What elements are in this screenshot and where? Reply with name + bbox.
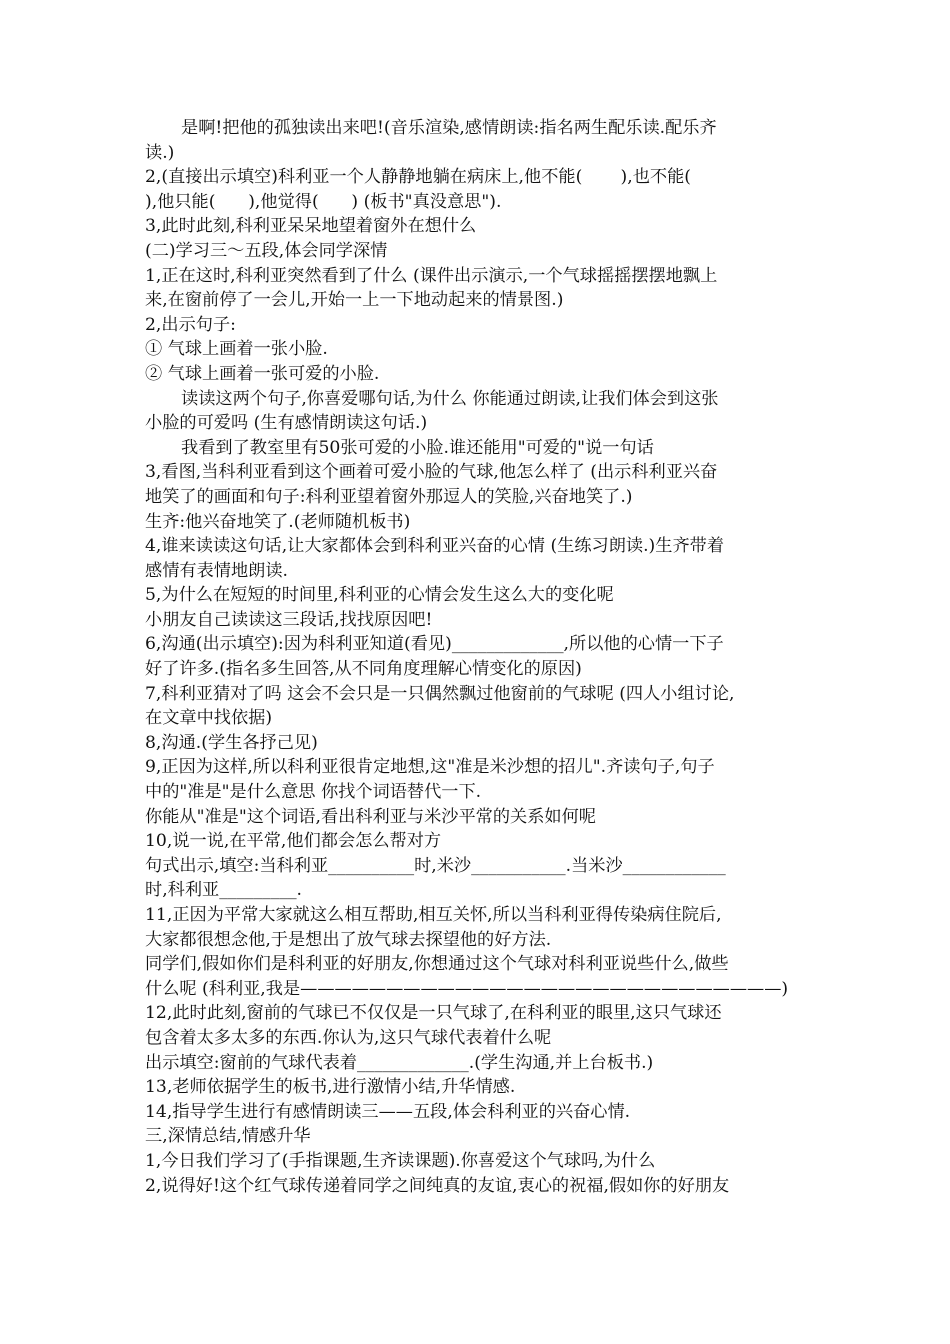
text-line: 我看到了教室里有50张可爱的小脸.谁还能用"可爱的"说一句话 [181,437,654,458]
text-line: 1,今日我们学习了(手指课题,生齐读课题).你喜爱这个气球吗,为什么 [145,1150,656,1171]
text-line: 中的"准是"是什么意思 你找个词语替代一下. [145,782,482,803]
text-line: ),他只能( ),他觉得( ) (板书"真没意思"). [145,191,502,212]
text-line: 11,正因为平常大家就这么相互帮助,相互关怀,所以当科利亚得传染病住院后, [145,905,722,925]
text-line: 13,老师依据学生的板书,进行激情小结,升华情感. [145,1077,516,1098]
document-body [145,116,810,1198]
text-line: 8,沟通.(学生各抒己见) [145,732,318,753]
text-line: 5,为什么在短短的时间里,科利亚的心情会发生这么大的变化呢 [145,585,614,606]
text-line: 3,此时此刻,科利亚呆呆地望着窗外在想什么 [145,216,477,237]
text-line: 4,谁来读读这句话,让大家都体会到科利亚兴奋的心情 (生练习朗读.)生齐带着 [145,536,725,557]
text-line: 1,正在这时,科利亚突然看到了什么 (课件出示演示,一个气球摇摇摆摆地飘上 [145,265,718,286]
text-line: 读.) [145,142,175,163]
text-line: 三,深情总结,情感升华 [145,1126,311,1147]
text-line: 大家都很想念他,于是想出了放气球去探望他的好方法. [145,929,552,950]
text-line: 小脸的可爱吗 (生有感情朗读这句话.) [145,413,428,434]
text-line: 10,说一说,在平常,他们都会怎么帮对方 [145,831,442,852]
text-line: 你能从"准是"这个词语,看出科利亚与米沙平常的关系如何呢 [145,806,596,827]
text-line: 读读这两个句子,你喜爱哪句话,为什么 你能通过朗读,让我们体会到这张 [181,388,719,409]
text-line: ① 气球上画着一张小脸. [145,339,328,360]
text-line: 6,沟通(出示填空):因为科利亚知道(看见)_____________,所以他的心情一下子 [145,634,724,655]
text-line: 7,科利亚猜对了吗 这会不会只是一只偶然飘过他窗前的气球呢 (四人小组讨论, [145,683,735,704]
text-line: 包含着太多太多的东西.你认为,这只气球代表着什么呢 [145,1027,552,1048]
text-line: 同学们,假如你们是科利亚的好朋友,你想通过这个气球对科利亚说些什么,做些 [145,954,729,975]
text-line: 好了许多.(指名多生回答,从不同角度理解心情变化的原因) [145,659,582,680]
text-line: 14,指导学生进行有感情朗读三——五段,体会科利亚的兴奋心情. [145,1101,631,1122]
text-line: 出示填空:窗前的气球代表着_____________.(学生沟通,并上台板书.) [145,1052,654,1073]
text-line: 在文章中找依据) [145,708,273,729]
text-line: ② 气球上画着一张可爱的小脸. [145,363,380,384]
text-line: 2,出示句子: [145,314,236,335]
text-line: 地笑了的画面和句子:科利亚望着窗外那逗人的笑脸,兴奋地笑了.) [145,486,633,507]
text-line: 时,科利亚_________. [145,880,303,901]
text-line: 感情有表情地朗读. [145,560,288,581]
text-line: 句式出示,填空:当科利亚__________时,米沙___________.当米沙____________ [145,855,726,876]
text-line: 来,在窗前停了一会儿,开始一上一下地动起来的情景图.) [145,290,564,311]
text-line: (二)学习三～五段,体会同学深情 [145,240,388,261]
text-line: 生齐:他兴奋地笑了.(老师随机板书) [145,511,411,532]
text-line: 是啊!把他的孤独读出来吧!(音乐渲染,感情朗读:指名两生配乐读.配乐齐 [181,118,717,138]
text-line: 2,(直接出示填空)科利亚一个人静静地躺在病床上,他不能( ),也不能( [145,167,691,188]
text-line: 什么呢 (科利亚,我是————————————————————————————) [145,978,789,999]
text-line: 2,说得好!这个红气球传递着同学之间纯真的友谊,衷心的祝福,假如你的好朋友 [145,1175,730,1196]
text-line: 小朋友自己读读这三段话,找找原因吧! [145,609,433,630]
text-line: 9,正因为这样,所以科利亚很肯定地想,这"准是米沙想的招儿".齐读句子,句子 [145,757,715,778]
text-line: 3,看图,当科利亚看到这个画着可爱小脸的气球,他怎么样了 (出示科利亚兴奋 [145,462,718,483]
text-line: 12,此时此刻,窗前的气球已不仅仅是一只气球了,在科利亚的眼里,这只气球还 [145,1003,722,1024]
